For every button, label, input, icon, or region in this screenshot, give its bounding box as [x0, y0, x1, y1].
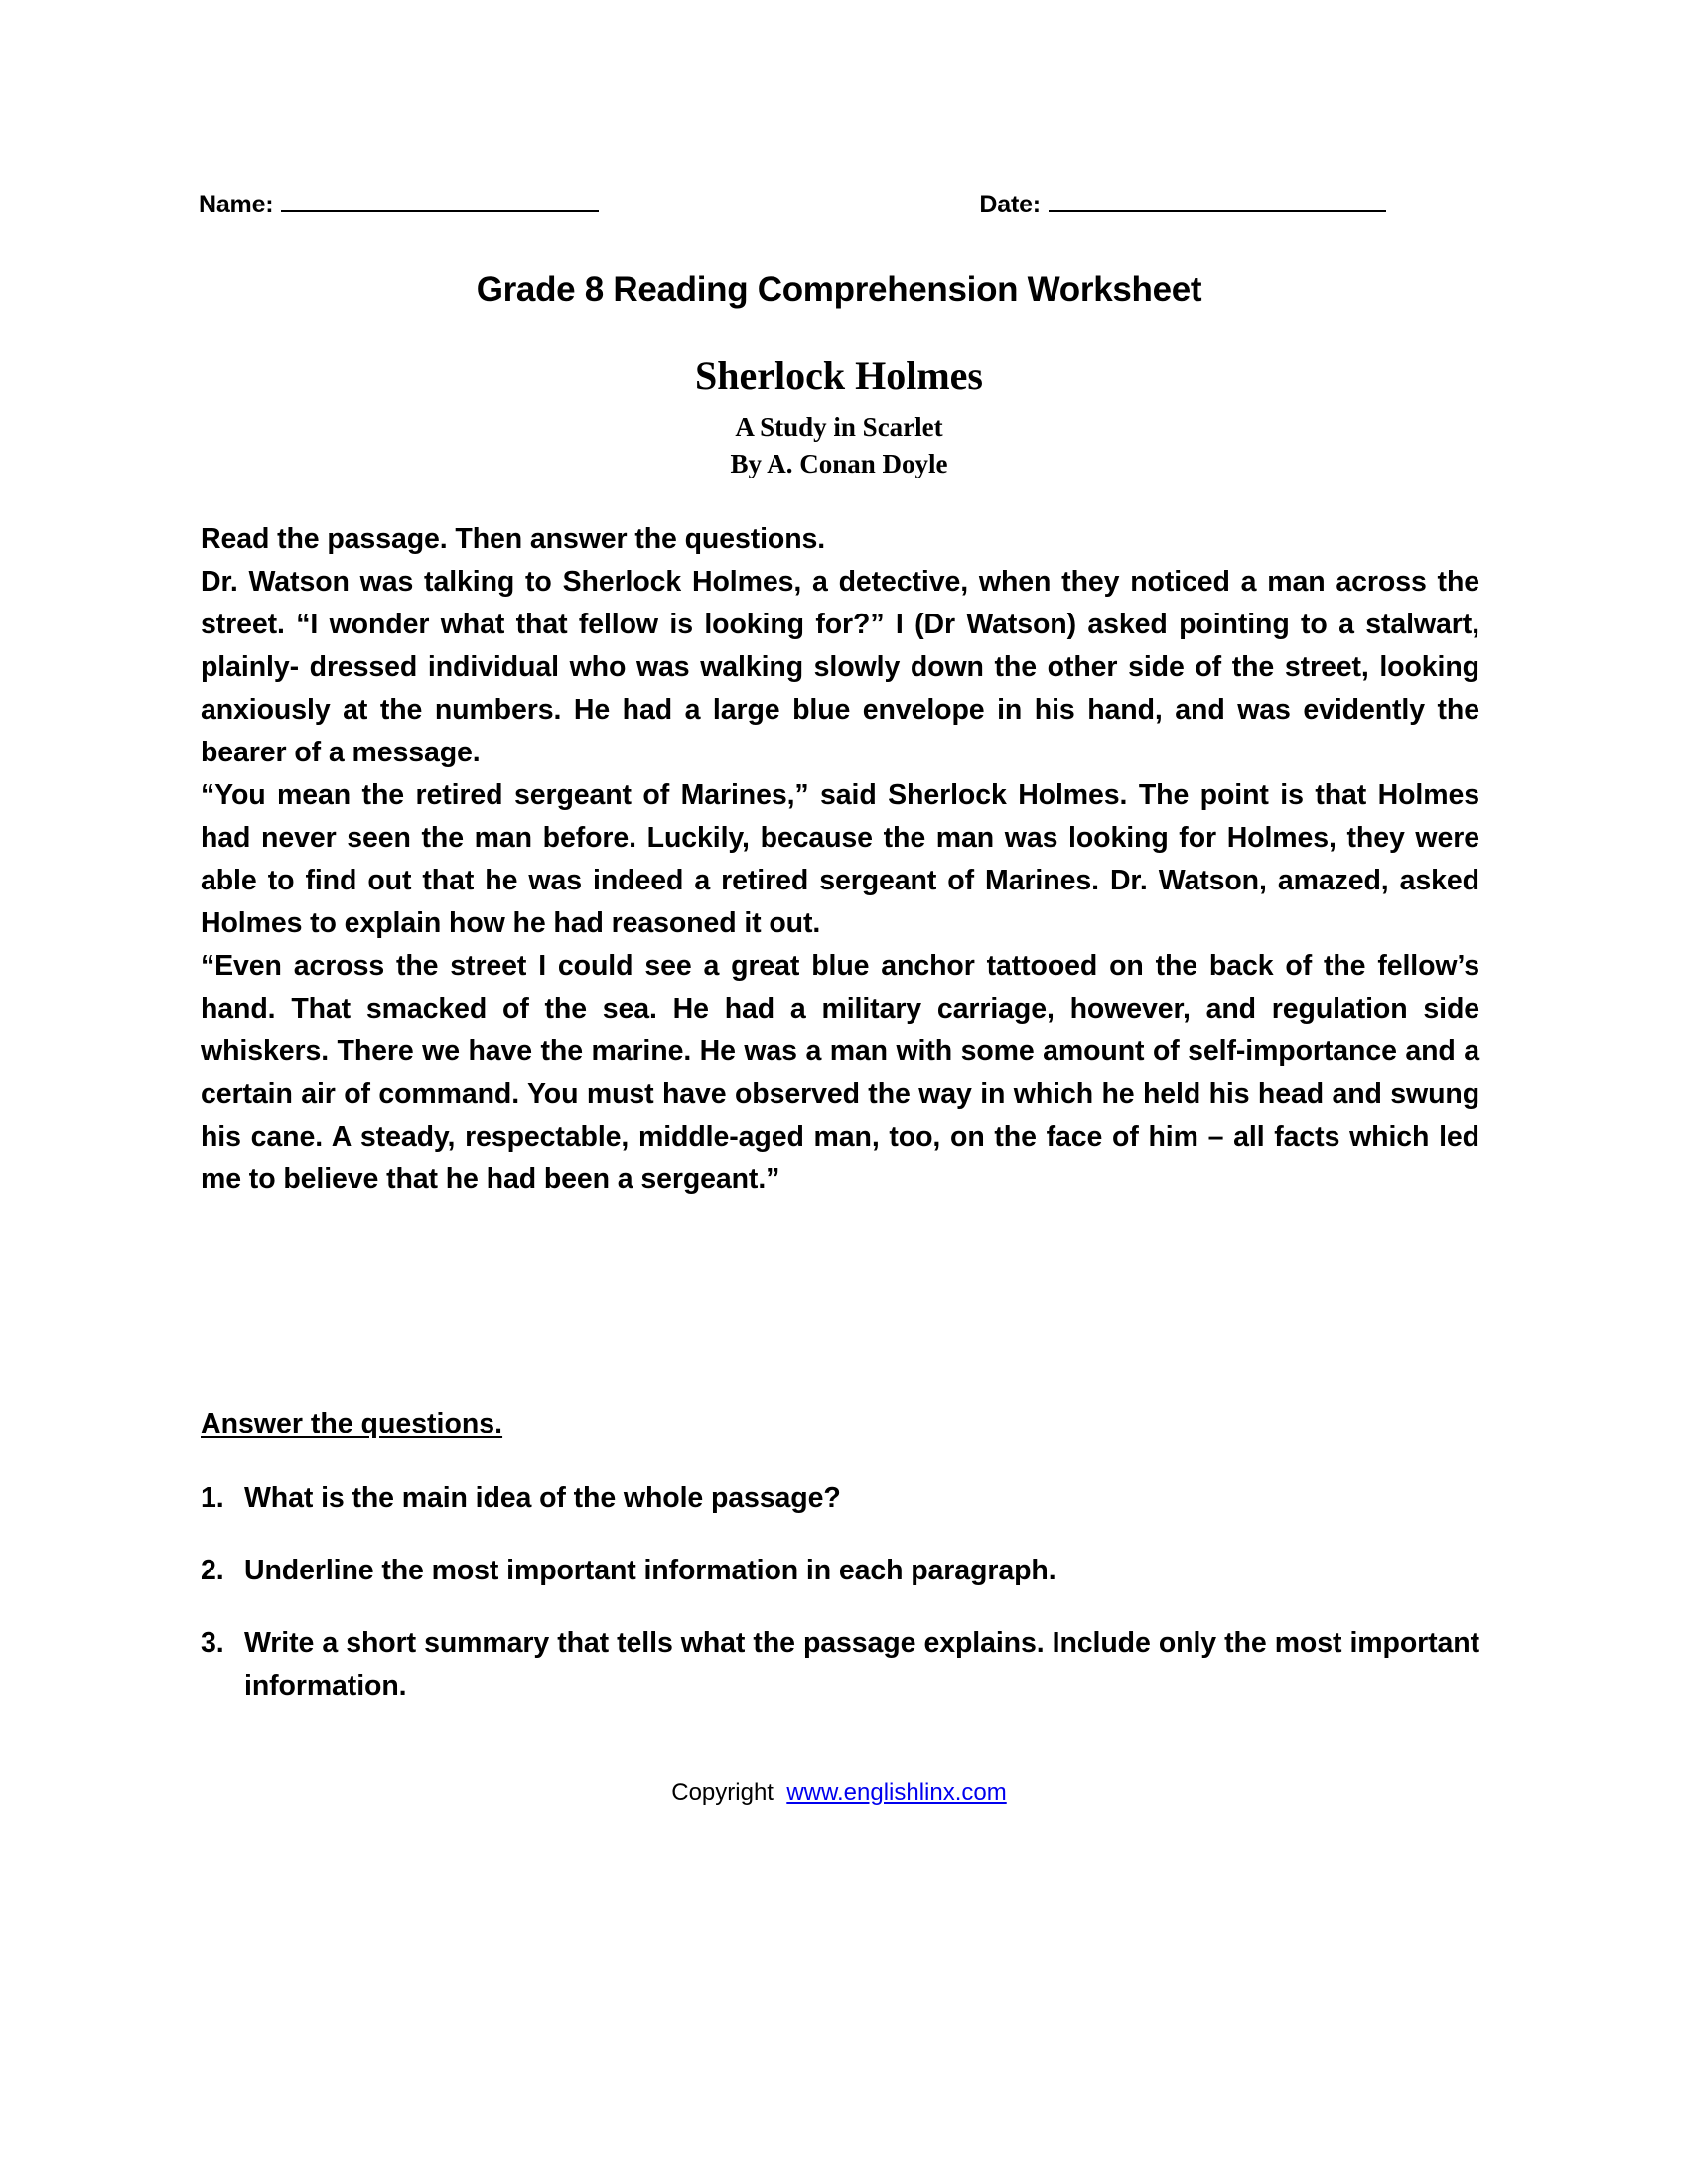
- question-item-2: [201, 1550, 1479, 1592]
- passage-paragraph-3: “Even across the street I could see a great blue anchor tattooed on the back of the fellow’s hand. That smacked of the sea. He had a military carriage, however, and regulation side whiskers. There we have the marine. He was a man with some amount of self-importance and a certain air of command. You must have observed the way in which he held his head and swung his cane. A steady, respectable, middle-aged man, too, on the face of him – all facts which led me to believe that he had been a sergeant.”: [201, 950, 1479, 1195]
- passage-instruction: Read the passage. Then answer the questions.: [201, 523, 826, 555]
- story-author: By A. Conan Doyle: [730, 449, 948, 478]
- reading-passage: [201, 518, 1479, 1201]
- question-number: 2.: [201, 1555, 224, 1586]
- name-field[interactable]: [199, 189, 599, 219]
- question-item-1: [201, 1477, 1479, 1520]
- question-item-3: [201, 1622, 1479, 1707]
- name-date-row: [199, 189, 1479, 219]
- question-number: 1.: [201, 1482, 224, 1514]
- question-number: 3.: [201, 1627, 224, 1659]
- worksheet-title: Grade 8 Reading Comprehension Worksheet: [476, 270, 1202, 309]
- question-text: Write a short summary that tells what the passage explains. Include only the most important information.: [244, 1627, 1479, 1702]
- englishlinx-link[interactable]: www.englishlinx.com: [786, 1779, 1007, 1806]
- date-label: Date:: [979, 191, 1041, 218]
- footer: [199, 1779, 1479, 1807]
- copyright-label: Copyright: [671, 1779, 774, 1806]
- question-text: What is the main idea of the whole passage?: [244, 1482, 841, 1514]
- story-title: Sherlock Holmes: [695, 353, 983, 398]
- answer-section-heading: Answer the questions.: [201, 1408, 503, 1439]
- passage-paragraph-2: “You mean the retired sergeant of Marines,” said Sherlock Holmes. The point is that Holmes had never seen the man before. Luckily, because the man was looking for Holmes, they were able to find out that he was indeed a retired sergeant of Marines. Dr. Watson, amazed, asked Holmes to explain how he had reasoned it out.: [201, 779, 1479, 939]
- date-blank-line[interactable]: [1049, 189, 1386, 212]
- name-blank-line[interactable]: [281, 189, 599, 212]
- passage-paragraph-1: Dr. Watson was talking to Sherlock Holmes, a detective, when they noticed a man across the street. “I wonder what that fellow is looking for?” I (Dr Watson) asked pointing to a stalwart, plainly- dressed individual who was walking slowly down the other side of the street, looking anxiously at the numbers. He had a large blue envelope in his hand, and was evidently the bearer of a message.: [201, 566, 1479, 768]
- name-label: Name:: [199, 191, 274, 218]
- worksheet-content: [199, 0, 1479, 2184]
- story-subtitle: A Study in Scarlet: [735, 412, 943, 442]
- question-text: Underline the most important information in each paragraph.: [244, 1555, 1056, 1586]
- questions-list: [201, 1477, 1479, 1737]
- date-field[interactable]: [979, 189, 1386, 219]
